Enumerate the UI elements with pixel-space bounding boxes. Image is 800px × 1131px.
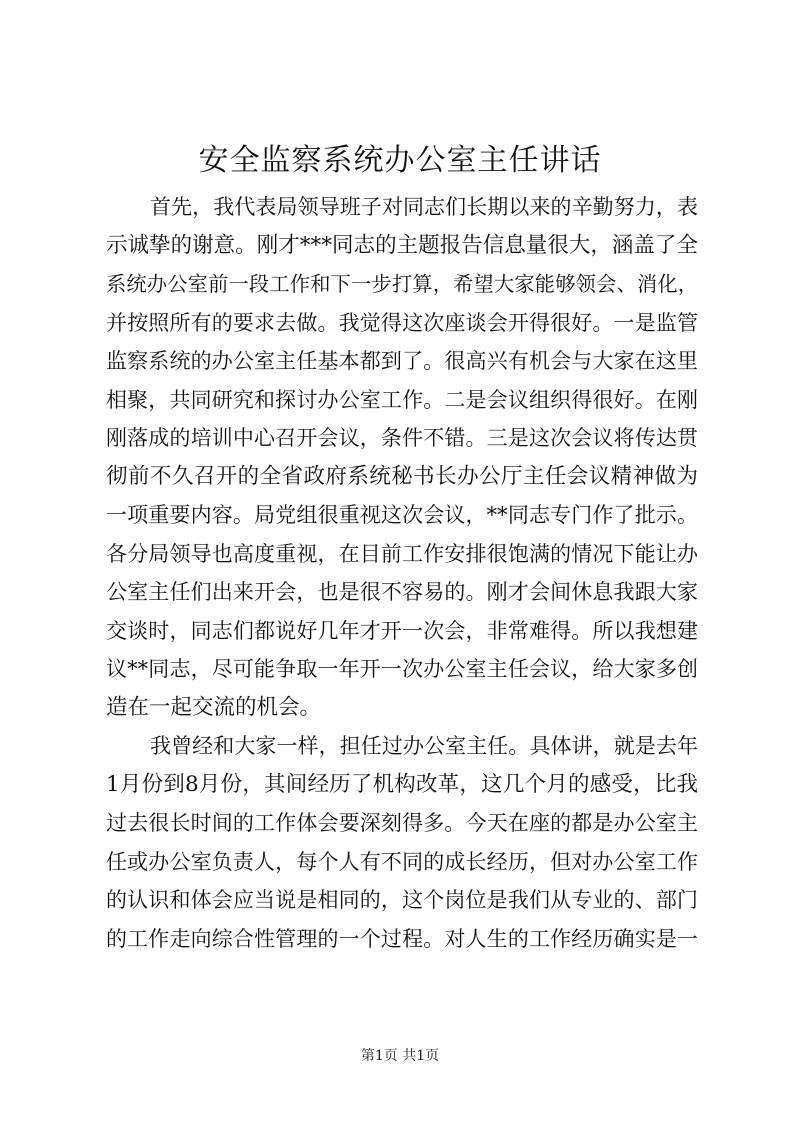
text-line: 并按照所有的要求去做。我觉得这次座谈会开得很好。一是监管: [106, 310, 698, 335]
document-title: 安全监察系统办公室主任讲话: [198, 143, 602, 178]
text-line: 一项重要内容。局党组很重视这次会议，**同志专门作了批示。: [106, 503, 698, 527]
text-line: 任或办公室负责人，每个人有不同的成长经历，但对办公室工作: [106, 849, 698, 874]
text-line: 首先，我代表局领导班子对同志们长期以来的辛勤努力，表: [150, 195, 698, 219]
paragraph-1: [106, 188, 698, 727]
text-line: 我曾经和大家一样，担任过办公室主任。具体讲，就是去年: [150, 734, 698, 758]
document-body: [106, 188, 698, 958]
page-footer: 第1页 共1页: [360, 1048, 440, 1064]
text-line: 示诚挚的谢意。刚才***同志的主题报告信息量很大，涵盖了全: [106, 232, 698, 258]
text-line: 过去很长时间的工作体会要深刻得多。今天在座的都是办公室主: [106, 811, 698, 835]
text-line: 刚落成的培训中心召开会议，条件不错。三是这次会议将传达贯: [106, 426, 698, 450]
text-line: 交谈时，同志们都说好几年才开一次会，非常难得。所以我想建: [106, 618, 698, 643]
text-line: 公室主任们出来开会，也是很不容易的。刚才会间休息我跟大家: [106, 580, 698, 604]
text-line: 系统办公室前一段工作和下一步打算，希望大家能够领会、消化，: [106, 272, 698, 296]
text-line: 的认识和体会应当说是相同的，这个岗位是我们从专业的、部门: [106, 888, 698, 912]
text-line: 1月份到8月份，其间经历了机构改革，这几个月的感受，比我: [106, 771, 698, 797]
paragraph-2: [106, 727, 698, 958]
text-line: 监察系统的办公室主任基本都到了。很高兴有机会与大家在这里: [106, 349, 698, 373]
text-line: 各分局领导也高度重视，在目前工作安排很饱满的情况下能让办: [106, 541, 698, 566]
text-line: 的工作走向综合性管理的一个过程。对人生的工作经历确实是一: [106, 926, 698, 951]
text-line: 彻前不久召开的全省政府系统秘书长办公厅主任会议精神做为: [106, 463, 698, 489]
text-line: 相聚，共同研究和探讨办公室工作。二是会议组织得很好。在刚: [106, 387, 698, 412]
text-line: 议**同志，尽可能争取一年开一次办公室主任会议，给大家多创: [106, 657, 698, 681]
text-line: 造在一起交流的机会。: [106, 694, 322, 720]
